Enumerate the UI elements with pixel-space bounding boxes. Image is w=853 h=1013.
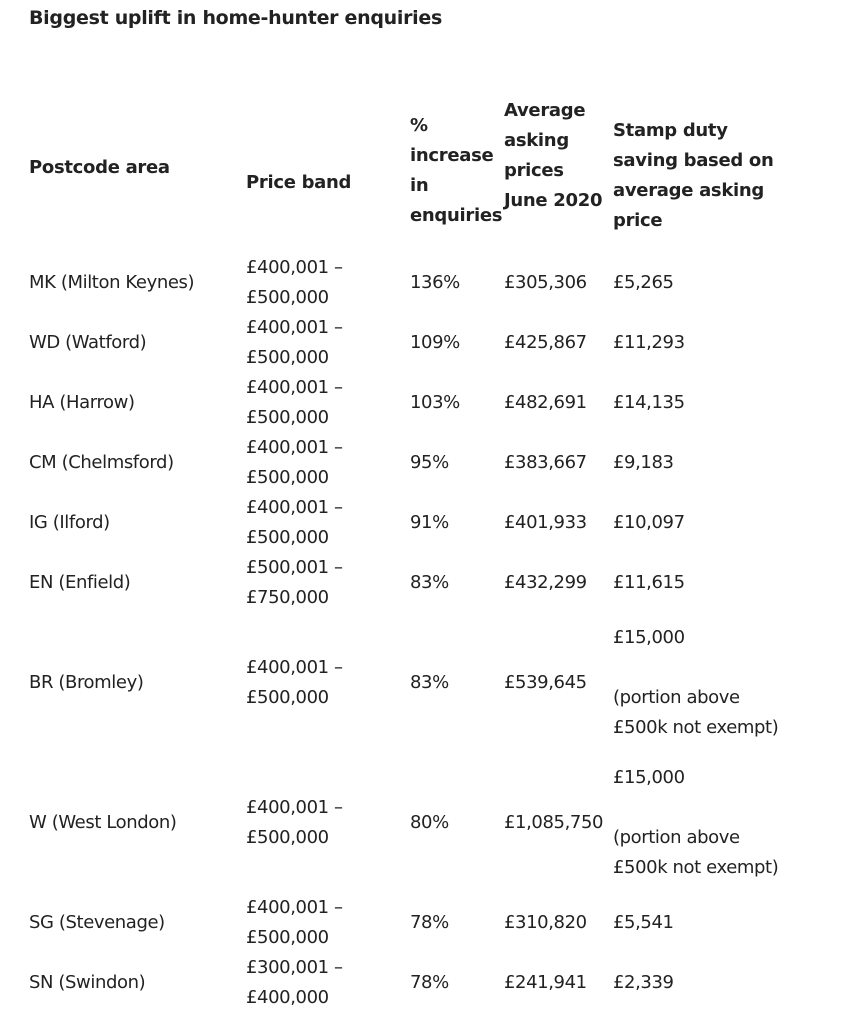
price-band-cell <box>246 433 410 493</box>
postcode-cell: EN (Enfield) <box>29 572 131 593</box>
avg-asking-cell: £305,306 <box>504 272 587 293</box>
pct-increase-cell: 80% <box>410 812 449 833</box>
postcode-cell: SN (Swindon) <box>29 972 146 993</box>
saving-amount: £15,000 <box>613 767 685 788</box>
postcode-cell: WD (Watford) <box>29 332 147 353</box>
stamp-duty-cell <box>613 433 789 493</box>
price-band-line2: £500,000 <box>246 527 329 548</box>
table-row <box>29 253 789 313</box>
header-average-asking-price: Average asking prices June 2020 <box>504 100 603 211</box>
price-band-cell <box>246 253 410 313</box>
postcode-cell: MK (Milton Keynes) <box>29 272 195 293</box>
saving-amount: £11,293 <box>613 332 685 353</box>
price-band-cell <box>246 753 410 893</box>
price-band-line2: £500,000 <box>246 347 329 368</box>
table-row <box>29 753 789 893</box>
header-postcode-area: Postcode area <box>29 157 170 178</box>
pct-increase-cell: 91% <box>410 512 449 533</box>
stamp-duty-cell <box>613 313 789 373</box>
stamp-duty-cell <box>613 553 789 613</box>
saving-amount: £5,265 <box>613 272 674 293</box>
price-band-line2: £400,000 <box>246 987 329 1008</box>
price-band-line1: £400,001 – <box>246 257 343 278</box>
saving-amount: £11,615 <box>613 572 685 593</box>
avg-asking-cell: £425,867 <box>504 332 587 353</box>
table-row <box>29 613 789 753</box>
saving-amount: £14,135 <box>613 392 685 413</box>
price-band-line1: £400,001 – <box>246 797 343 818</box>
avg-asking-cell: £482,691 <box>504 392 587 413</box>
pct-increase-cell: 83% <box>410 572 449 593</box>
avg-asking-cell: £1,085,750 <box>504 812 604 833</box>
price-band-line2: £500,000 <box>246 407 329 428</box>
saving-note: (portion above £500k not exempt) <box>613 827 779 878</box>
stamp-duty-cell <box>613 373 789 433</box>
price-band-line1: £300,001 – <box>246 957 343 978</box>
table-row <box>29 553 789 613</box>
enquiries-table <box>29 83 789 1013</box>
price-band-cell <box>246 553 410 613</box>
header-price-band: Price band <box>246 172 352 193</box>
pct-increase-cell: 136% <box>410 272 460 293</box>
table-row <box>29 373 789 433</box>
postcode-cell: BR (Bromley) <box>29 672 144 693</box>
price-band-line1: £500,001 – <box>246 557 343 578</box>
price-band-line2: £500,000 <box>246 927 329 948</box>
stamp-duty-cell <box>613 613 789 753</box>
price-band-cell <box>246 893 410 953</box>
price-band-line1: £400,001 – <box>246 657 343 678</box>
table-row <box>29 893 789 953</box>
price-band-cell <box>246 373 410 433</box>
price-band-line1: £400,001 – <box>246 317 343 338</box>
price-band-line1: £400,001 – <box>246 437 343 458</box>
saving-amount: £10,097 <box>613 512 685 533</box>
price-band-cell <box>246 953 410 1013</box>
price-band-line2: £500,000 <box>246 467 329 488</box>
price-band-line1: £400,001 – <box>246 897 343 918</box>
table-header-row <box>29 83 789 253</box>
pct-increase-cell: 95% <box>410 452 449 473</box>
pct-increase-cell: 78% <box>410 972 449 993</box>
avg-asking-cell: £241,941 <box>504 972 587 993</box>
postcode-cell: W (West London) <box>29 812 177 833</box>
stamp-duty-cell <box>613 493 789 553</box>
stamp-duty-cell <box>613 753 789 893</box>
table-row <box>29 433 789 493</box>
price-band-line2: £500,000 <box>246 287 329 308</box>
header-pct-increase: % increase in enquiries <box>410 115 503 226</box>
table-row <box>29 953 789 1013</box>
price-band-cell <box>246 493 410 553</box>
stamp-duty-cell <box>613 893 789 953</box>
avg-asking-cell: £539,645 <box>504 672 587 693</box>
postcode-cell: HA (Harrow) <box>29 392 135 413</box>
postcode-cell: CM (Chelmsford) <box>29 452 174 473</box>
postcode-cell: IG (Ilford) <box>29 512 110 533</box>
saving-amount: £15,000 <box>613 627 685 648</box>
header-stamp-duty-saving: Stamp duty saving based on average asking price <box>613 120 774 231</box>
pct-increase-cell: 83% <box>410 672 449 693</box>
pct-increase-cell: 109% <box>410 332 460 353</box>
stamp-duty-cell <box>613 953 789 1013</box>
postcode-cell: SG (Stevenage) <box>29 912 165 933</box>
price-band-line2: £750,000 <box>246 587 329 608</box>
saving-amount: £2,339 <box>613 972 674 993</box>
price-band-cell <box>246 313 410 373</box>
price-band-cell <box>246 613 410 753</box>
avg-asking-cell: £383,667 <box>504 452 587 473</box>
avg-asking-cell: £432,299 <box>504 572 587 593</box>
avg-asking-cell: £310,820 <box>504 912 587 933</box>
price-band-line2: £500,000 <box>246 827 329 848</box>
saving-amount: £9,183 <box>613 452 674 473</box>
saving-amount: £5,541 <box>613 912 674 933</box>
price-band-line1: £400,001 – <box>246 497 343 518</box>
price-band-line1: £400,001 – <box>246 377 343 398</box>
pct-increase-cell: 78% <box>410 912 449 933</box>
pct-increase-cell: 103% <box>410 392 460 413</box>
table-row <box>29 493 789 553</box>
table-row <box>29 313 789 373</box>
price-band-line2: £500,000 <box>246 687 329 708</box>
avg-asking-cell: £401,933 <box>504 512 587 533</box>
saving-note: (portion above £500k not exempt) <box>613 687 779 738</box>
stamp-duty-cell <box>613 253 789 313</box>
page-title: Biggest uplift in home-hunter enquiries <box>29 7 442 29</box>
